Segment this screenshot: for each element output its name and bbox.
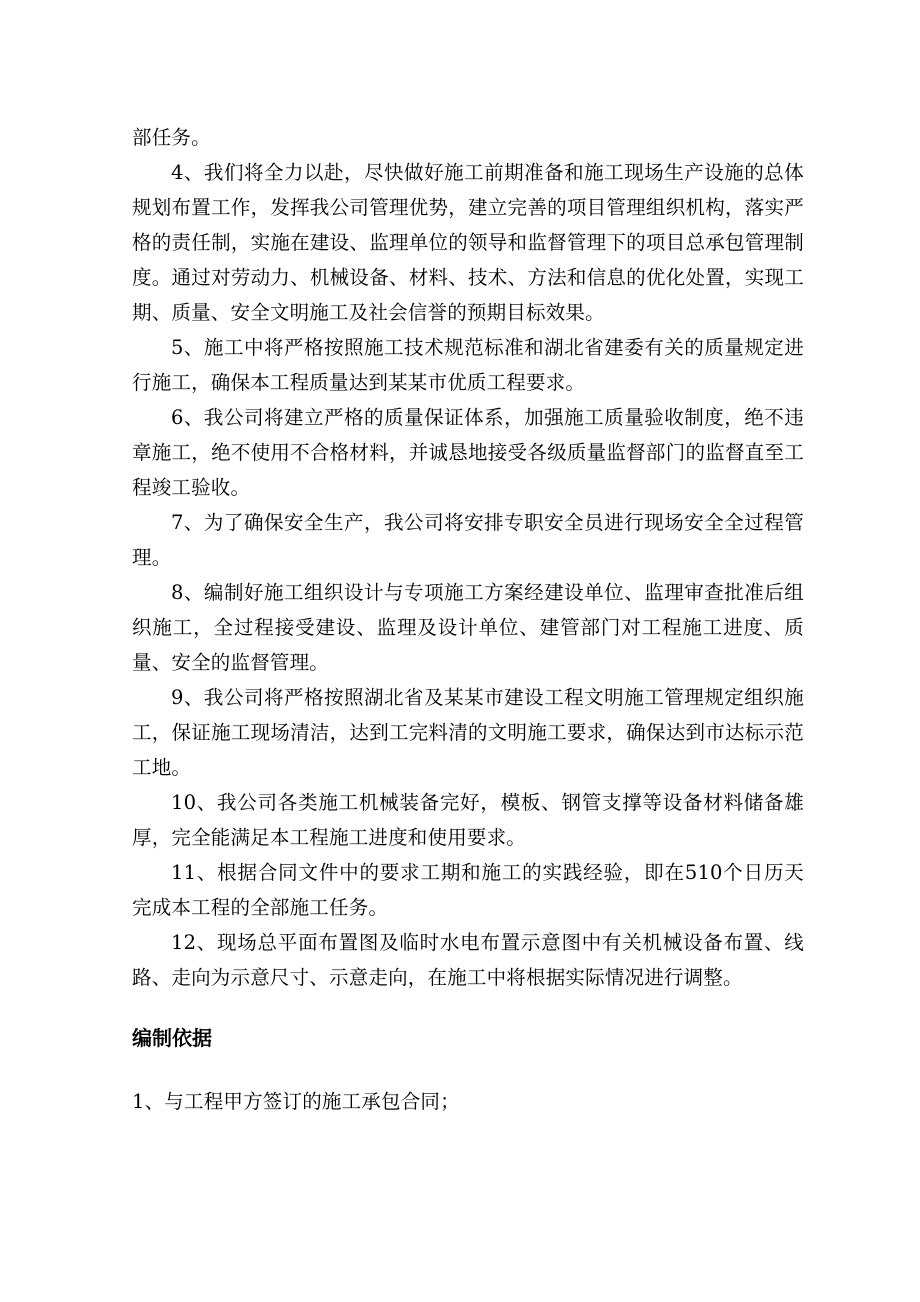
paragraph-item-4: 4、我们将全力以赴，尽快做好施工前期准备和施工现场生产设施的总体规划布置工作，发挥我公司管理优势，建立完善的项目管理组织机构，落实严格的责任制，实施在建设、监理单位的领导和监督管理下的项目总承包管理制度。通过对劳动力、机械设备、材料、技术、方法和信息的优化处置，实现工期、质量、安全文明施工及社会信誉的预期目标效果。 <box>132 161 804 324</box>
paragraph-item-6: 6、我公司将建立严格的质量保证体系，加强施工质量验收制度，绝不违章施工，绝不使用不合格材料，并诚恳地接受各级质量监督部门的监督直至工程竣工验收。 <box>132 406 804 499</box>
paragraph-item-8: 8、编制好施工组织设计与专项施工方案经建设单位、监理审查批准后组织施工，全过程接受建设、监理及设计单位、建管部门对工程施工进度、质量、安全的监督管理。 <box>132 581 804 674</box>
paragraph-item-11: 11、根据合同文件中的要求工期和施工的实践经验，即在510个日历天完成本工程的全部施工任务。 <box>132 861 804 919</box>
paragraph-continuation: 部任务。 <box>132 126 211 149</box>
paragraph-item-10: 10、我公司各类施工机械装备完好，模板、钢管支撑等设备材料储备雄厚，完全能满足本工程施工进度和使用要求。 <box>132 791 804 849</box>
section-heading: 编制依据 <box>132 1026 212 1050</box>
paragraph-item-7: 7、为了确保安全生产，我公司将安排专职安全员进行现场安全全过程管理。 <box>132 511 804 569</box>
paragraph-item-9: 9、我公司将严格按照湖北省及某某市建设工程文明施工管理规定组织施工，保证施工现场清洁，达到工完料清的文明施工要求，确保达到市达标示范工地。 <box>132 686 804 779</box>
paragraph-item-12: 12、现场总平面布置图及临时水电布置示意图中有关机械设备布置、线路、走向为示意尺寸、示意走向，在施工中将根据实际情况进行调整。 <box>132 931 804 989</box>
basis-item-1: 1、与工程甲方签订的施工承包合同； <box>132 1090 460 1113</box>
document-body <box>132 120 804 1119</box>
paragraph-item-5: 5、施工中将严格按照施工技术规范标准和湖北省建委有关的质量规定进行施工，确保本工程质量达到某某市优质工程要求。 <box>132 336 804 394</box>
